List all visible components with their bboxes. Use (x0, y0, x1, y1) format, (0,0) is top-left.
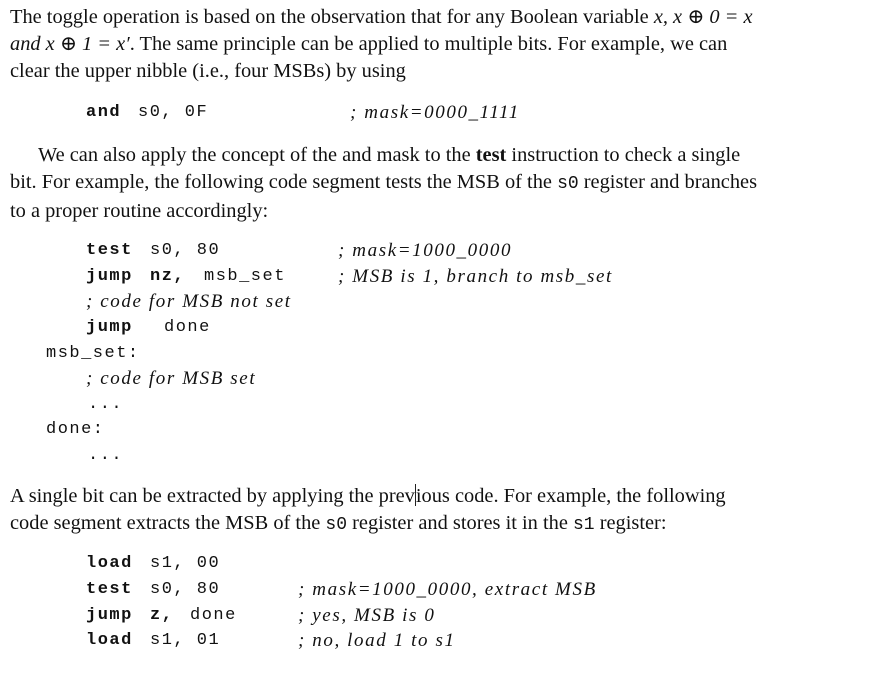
code-op: and (86, 103, 122, 122)
text: code segment extracts the MSB of the (10, 512, 326, 534)
code-ellipsis: ... (88, 395, 124, 414)
code-op: load (86, 554, 133, 573)
paragraph-test-instruction (10, 142, 855, 225)
code-comment: ; mask=1000_0000 (338, 240, 513, 261)
code-args: s1, 01 (150, 631, 221, 650)
text: register and branches (578, 171, 758, 193)
code-op: jump (86, 267, 133, 286)
register-name: s1 (572, 515, 595, 535)
code-op: jump (86, 606, 133, 625)
text: to a proper routine accordingly: (10, 200, 269, 222)
code-condition: z, (150, 606, 174, 625)
text: register: (594, 512, 667, 534)
code-op: load (86, 631, 133, 650)
keyword-test: test (475, 144, 507, 166)
text: clear the upper nibble (i.e., four MSBs) by using (10, 60, 406, 82)
code-args: s1, 00 (150, 554, 221, 573)
code-label: done: (46, 420, 105, 439)
code-comment: ; code for MSB not set (86, 291, 292, 312)
paragraph-extract-bit (10, 483, 855, 539)
code-comment: ; MSB is 1, branch to msb_set (338, 266, 613, 287)
text: A single bit can be extracted by applying the prev (10, 485, 415, 507)
math-expression: x, x ⊕ 0 = x (653, 6, 753, 28)
text: bit. For example, the following code segment tests the MSB of the (10, 171, 558, 193)
code-comment: ; mask=0000_1111 (350, 102, 520, 123)
code-ellipsis: ... (88, 446, 124, 465)
text: The toggle operation is based on the observation that for any Boolean variable (10, 6, 654, 28)
text: . The same principle can be applied to multiple bits. For example, we can (129, 33, 728, 55)
text: register and stores it in the (347, 512, 573, 534)
code-args: s0, 80 (150, 241, 221, 260)
code-condition: nz, (150, 267, 186, 286)
code-args: done (190, 606, 237, 625)
code-comment: ; no, load 1 to s1 (298, 630, 456, 651)
text: ious code. For example, the following (415, 485, 726, 507)
code-comment: ; mask=1000_0000, extract MSB (298, 579, 597, 600)
code-args: s0, 0F (138, 103, 209, 122)
paragraph-toggle-operation (10, 4, 855, 85)
code-op: test (86, 580, 133, 599)
code-args: s0, 80 (150, 580, 221, 599)
code-args: done (164, 318, 211, 337)
register-name: s0 (325, 515, 348, 535)
code-label: msb_set: (46, 344, 140, 363)
register-name: s0 (557, 174, 579, 194)
code-args: msb_set (204, 267, 286, 286)
math-expression: and x ⊕ 1 = x′ (10, 33, 130, 55)
code-comment: ; code for MSB set (86, 368, 257, 389)
code-op: test (86, 241, 133, 260)
text: instruction to check a single (506, 144, 741, 166)
code-comment: ; yes, MSB is 0 (298, 605, 436, 626)
code-op: jump (86, 318, 133, 337)
text: We can also apply the concept of the and mask to the (38, 144, 476, 166)
